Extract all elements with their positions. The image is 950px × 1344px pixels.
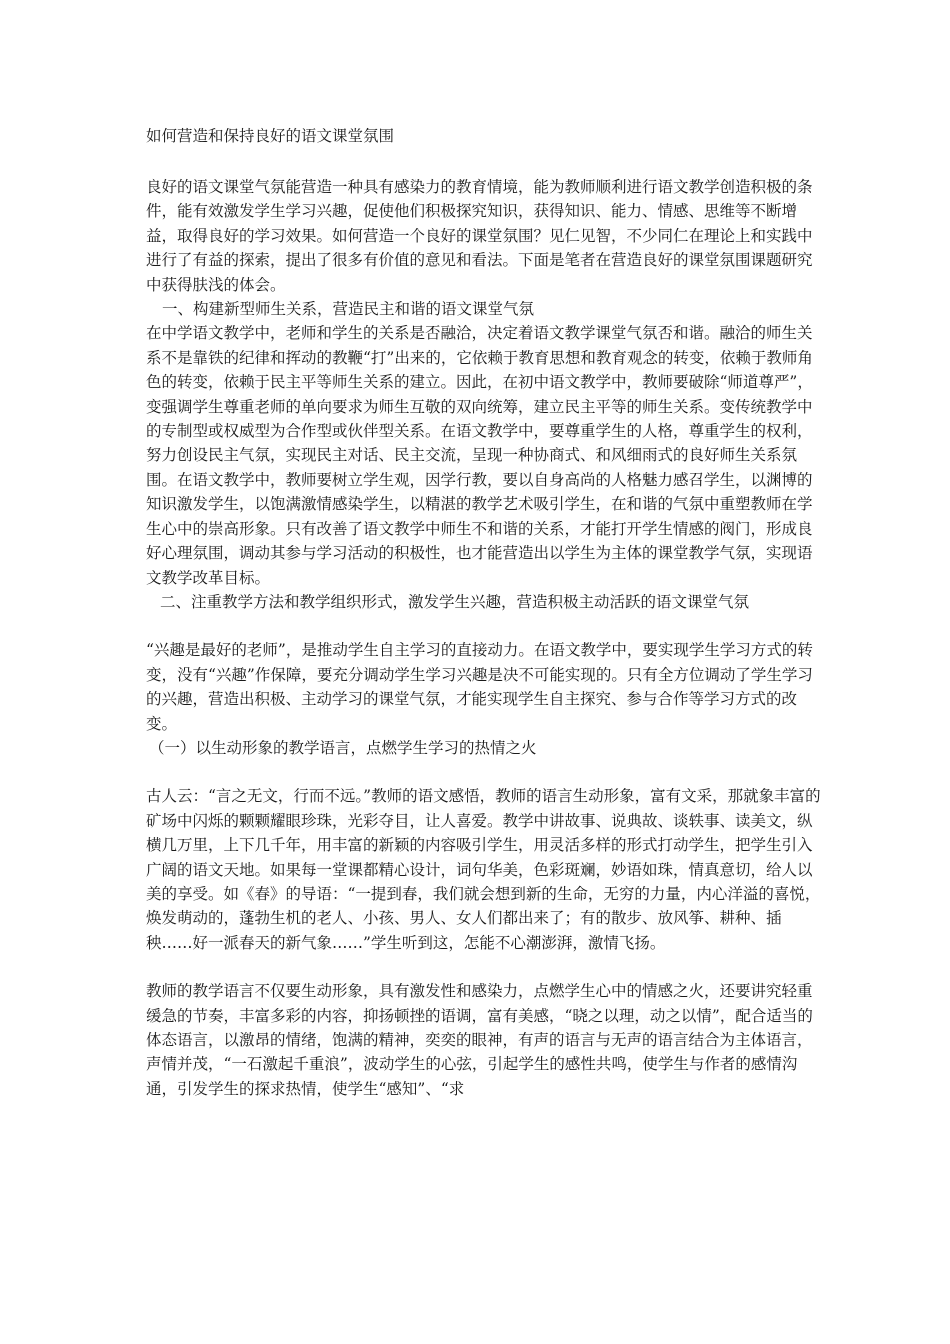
subsection1-heading: （一）以生动形象的教学语言，点燃学生学习的热情之火 [149, 738, 537, 757]
section2-paragraph: “兴趣是最好的老师”，是推动学生自主学习的直接动力。在语文教学中，要实现学生学习方式的转变，没有“兴趣”作保障，要充分调动学生学习兴趣是决不可能实现的。只有全方位调动了学生学习的兴趣，营造出积极、主动学习的课堂气氛，才能实现学生自主探究、参与合作等学习方式的改变。 [146, 641, 813, 733]
section1-paragraph: 在中学语文教学中，老师和学生的关系是否融洽，决定着语文教学课堂气氛否和谐。融洽的师生关系不是靠铁的纪律和挥动的教鞭“打”出来的，它依赖于教育思想和教育观念的转变，依赖于教师角色的转变，依赖于民主平等师生关系的建立。因此，在初中语文教学中，教师要破除“师道尊严”，变强调学生尊重老师的单向要求为师生互敬的双向统筹，建立民主平等的师生关系。变传统教学中的专制型或权威型为合作型或伙伴型关系。在语文教学中，要尊重学生的人格，尊重学生的权利，努力创设民主气氛，实现民主对话、民主交流，呈现一种协商式、和风细雨式的良好师生关系氛围。在语文教学中，教师要树立学生观，因学行教，要以自身高尚的人格魅力感召学生，以渊博的知识激发学生，以饱满激情感染学生，以精湛的教学艺术吸引学生，在和谐的气氛中重塑教师在学生心中的崇高形象。只有改善了语文教学中师生不和谐的关系，才能打开学生情感的阀门，形成良好心理氛围，调动其参与学习活动的积极性，也才能营造出以学生为主体的课堂教学气氛，实现语文教学改革目标。 [146, 324, 813, 587]
intro-paragraph: 良好的语文课堂气氛能营造一种具有感染力的教育情境，能为教师顺利进行语文教学创造积极的条件，能有效激发学生学习兴趣，促使他们积极探究知识，获得知识、能力、情感、思维等不断增益，取得良好的学习效果。如何营造一个良好的课堂氛围？见仁见智，不少同仁在理论上和实践中进行了有益的探索，提出了很多有价值的意见和看法。下面是笔者在营造良好的课堂氛围课题研究中获得肤浅的体会。 [146, 178, 813, 294]
subsection1-paragraph-1: 古人云：“言之无文，行而不远。”教师的语文感悟，教师的语言生动形象，富有文采，那就象丰富的矿场中闪烁的颗颗耀眼珍珠，光彩夺目，让人喜爱。教学中讲故事、说典故、谈轶事、读美文，纵横几万里，上下几千年，用丰富的新颖的内容吸引学生，用灵活多样的形式打动学生，把学生引入广阔的语文天地。如果每一堂课都精心设计，词句华美，色彩斑斓，妙语如珠，情真意切，给人以美的享受。如《春》的导语：“一提到春，我们就会想到新的生命，无穷的力量，内心洋溢的喜悦，焕发萌动的，蓬勃生机的老人、小孩、男人、女人们都出来了；有的散步、放风筝、耕种、插秧……好一派春天的新气象……”学生听到这，怎能不心潮澎湃，激情飞扬。 [146, 787, 821, 952]
section1-heading: 一、构建新型师生关系，营造民主和谐的语文课堂气氛 [162, 300, 535, 319]
section2-heading: 二、注重教学方法和教学组织形式，激发学生兴趣，营造积极主动活跃的语文课堂气氛 [160, 592, 750, 611]
subsection1-paragraph-2: 教师的教学语言不仅要生动形象，具有激发性和感染力，点燃学生心中的情感之火，还要讲究轻重缓急的节奏，丰富多彩的内容，抑扬顿挫的语调，富有美感，“晓之以理，动之以情”，配合适当的体态语言，以激昂的情绪，饱满的精神，奕奕的眼神，有声的语言与无声的语言结合为主体语言，声情并茂，“一石激起千重浪”，波动学生的心弦，引起学生的感性共鸣，使学生与作者的感情沟通，引发学生的探求热情，使学生“感知”、“求 [146, 982, 813, 1098]
document-body [146, 124, 826, 1101]
document-title: 如何营造和保持良好的语文课堂氛围 [146, 127, 395, 145]
